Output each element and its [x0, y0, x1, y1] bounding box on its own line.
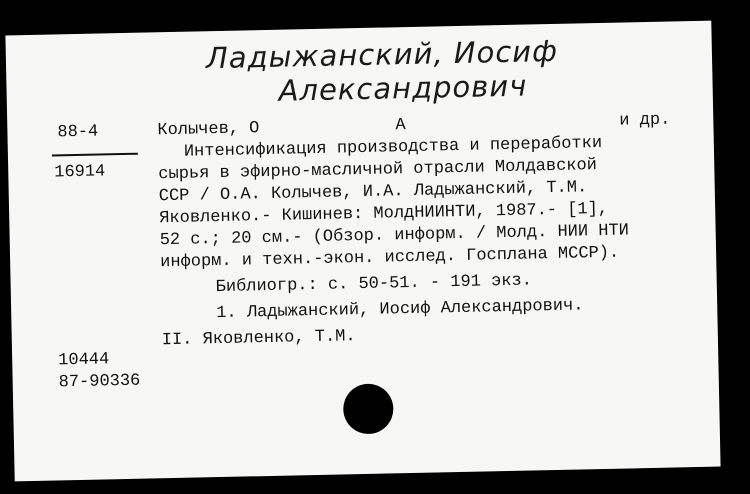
handwritten-author-line-1: Ладыжанский, Иосиф [205, 33, 559, 76]
body-line-1: Интенсификация производства и переработки [183, 133, 603, 162]
body-line-6: информ. и техн.-экон. исслед. Госплана МССР). [160, 243, 620, 273]
tracing-1: 1. Ладыжанский, Иосиф Александрович. [216, 296, 584, 324]
bibliography-note: Библиогр.: с. 50-51. - 191 экз. [215, 271, 533, 298]
heading-initial: А [395, 116, 406, 136]
punch-hole [343, 383, 394, 434]
body-line-2: сырья в эфирно-масличной отрасли Молдавской [158, 156, 598, 185]
inventory-number: 10444 [58, 350, 110, 371]
heading-et-al: и др. [619, 110, 671, 131]
body-line-5: 52 с.; 20 см.- (Обзор. информ. / Молд. НИИ НТИ [159, 221, 630, 251]
body-line-4: Яковленко.- Кишинев: МолдНИИНТИ, 1987.- [1], [159, 199, 609, 229]
heading-author: Колычев, О [157, 119, 260, 141]
call-number-bottom: 16914 [54, 162, 106, 183]
catalog-card [5, 21, 720, 482]
entry-heading [157, 118, 259, 142]
inventory-code: 87-90336 [58, 371, 141, 393]
tracing-2: II. Яковленко, Т.М. [161, 327, 356, 351]
entry-body [158, 132, 630, 274]
handwritten-author-line-2: Александрович [278, 68, 528, 108]
body-line-3: ССР / О.А. Колычев, И.А. Ладыжанский, Т.М. [158, 178, 588, 207]
call-number-top: 88-4 [57, 122, 99, 143]
call-number-divider [52, 153, 138, 157]
